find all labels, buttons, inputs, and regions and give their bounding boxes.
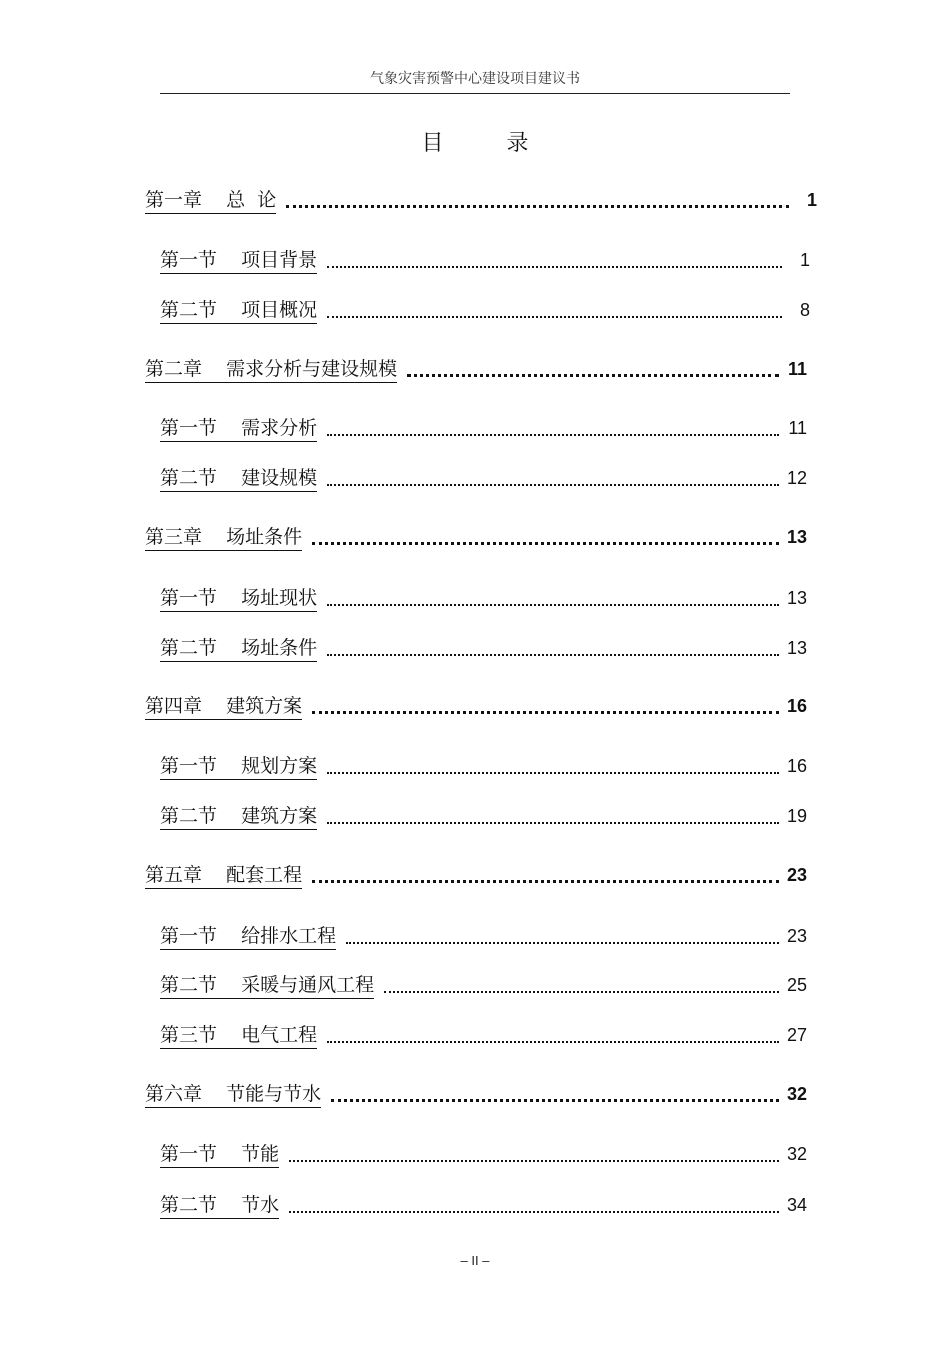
dot-leader	[327, 266, 782, 268]
toc-entry-page: 13	[786, 638, 807, 658]
running-header: 气象灾害预警中心建设项目建议书	[370, 71, 580, 87]
toc-entry-page: 32	[786, 1144, 807, 1164]
toc-entry-chapter[interactable]	[145, 186, 817, 214]
toc-entry-section[interactable]	[160, 584, 807, 612]
toc-entry-label[interactable]: 第一节 需求分析	[160, 416, 317, 442]
toc-entry-page: 13	[786, 527, 807, 547]
toc-entry-section[interactable]	[160, 1140, 807, 1168]
dot-leader	[327, 822, 779, 824]
toc-entry-chapter[interactable]	[145, 1080, 807, 1108]
dot-leader	[327, 1041, 779, 1043]
toc-entry-label[interactable]: 第一章 总 论	[145, 188, 276, 214]
toc-entry-page: 16	[786, 756, 807, 776]
toc-entry-section[interactable]	[160, 1021, 807, 1049]
toc-entry-section[interactable]	[160, 922, 807, 950]
dot-leader	[327, 484, 779, 486]
toc-entry-label[interactable]: 第二节 采暖与通风工程	[160, 973, 374, 999]
toc-entry-label[interactable]: 第一节 项目背景	[160, 248, 317, 274]
toc-entry-label[interactable]: 第二节 场址条件	[160, 636, 317, 662]
toc-entry-section[interactable]	[160, 971, 807, 999]
dot-leader	[289, 1211, 779, 1213]
dot-leader	[327, 604, 779, 606]
dot-leader	[346, 942, 779, 944]
toc-entry-section[interactable]	[160, 246, 810, 274]
toc-entry-section[interactable]	[160, 752, 807, 780]
toc-entry-chapter[interactable]	[145, 861, 807, 889]
toc-entry-label[interactable]: 第一节 规划方案	[160, 754, 317, 780]
dot-leader	[327, 654, 779, 656]
toc-entry-section[interactable]	[160, 1191, 807, 1219]
toc-entry-label[interactable]: 第六章 节能与节水	[145, 1082, 321, 1108]
toc-entry-page: 19	[786, 806, 807, 826]
toc-entry-page: 25	[786, 975, 807, 995]
toc-entry-page: 1	[799, 250, 810, 270]
toc-entry-page: 32	[786, 1084, 807, 1104]
toc-entry-label[interactable]: 第三节 电气工程	[160, 1023, 317, 1049]
toc-entry-page: 16	[786, 696, 807, 716]
dot-leader	[327, 772, 779, 774]
dot-leader	[384, 991, 779, 993]
toc-entry-label[interactable]: 第二节 节水	[160, 1193, 279, 1219]
dot-leader	[327, 316, 782, 318]
toc-entry-page: 23	[786, 926, 807, 946]
toc-entry-label[interactable]: 第二节 项目概况	[160, 298, 317, 324]
toc-entry-page: 1	[806, 190, 817, 210]
toc-entry-page: 11	[787, 359, 807, 379]
header-rule	[160, 93, 790, 94]
toc-entry-label[interactable]: 第二节 建设规模	[160, 466, 317, 492]
toc-entry-page: 27	[786, 1025, 807, 1045]
toc-entry-page: 23	[786, 865, 807, 885]
toc-entry-section[interactable]	[160, 802, 807, 830]
dot-leader	[312, 542, 779, 545]
toc-entry-section[interactable]	[160, 634, 807, 662]
toc-entry-chapter[interactable]	[145, 692, 807, 720]
toc-entry-chapter[interactable]	[145, 523, 807, 551]
toc-title: 目 录	[421, 131, 557, 156]
toc-entry-label[interactable]: 第五章 配套工程	[145, 863, 302, 889]
toc-entry-page: 34	[786, 1195, 807, 1215]
dot-leader	[331, 1099, 779, 1102]
page-number-footer: – II –	[460, 1253, 490, 1268]
toc-entry-label[interactable]: 第二章 需求分析与建设规模	[145, 357, 397, 383]
dot-leader	[327, 434, 779, 436]
toc-entry-label[interactable]: 第四章 建筑方案	[145, 694, 302, 720]
dot-leader	[286, 205, 789, 208]
dot-leader	[289, 1160, 779, 1162]
toc-entry-page: 11	[788, 418, 807, 438]
dot-leader	[312, 711, 779, 714]
toc-entry-label[interactable]: 第一节 给排水工程	[160, 924, 336, 950]
toc-entry-label[interactable]: 第一节 场址现状	[160, 586, 317, 612]
dot-leader	[312, 880, 779, 883]
toc-entry-chapter[interactable]	[145, 355, 807, 383]
toc-entry-page: 12	[786, 468, 807, 488]
toc-entry-label[interactable]: 第三章 场址条件	[145, 525, 302, 551]
toc-entry-page: 13	[786, 588, 807, 608]
dot-leader	[407, 374, 779, 377]
toc-entry-section[interactable]	[160, 464, 807, 492]
toc-entry-section[interactable]	[160, 414, 807, 442]
toc-entry-page: 8	[799, 300, 810, 320]
toc-entry-label[interactable]: 第二节 建筑方案	[160, 804, 317, 830]
toc-entry-section[interactable]	[160, 296, 810, 324]
toc-entry-label[interactable]: 第一节 节能	[160, 1142, 279, 1168]
